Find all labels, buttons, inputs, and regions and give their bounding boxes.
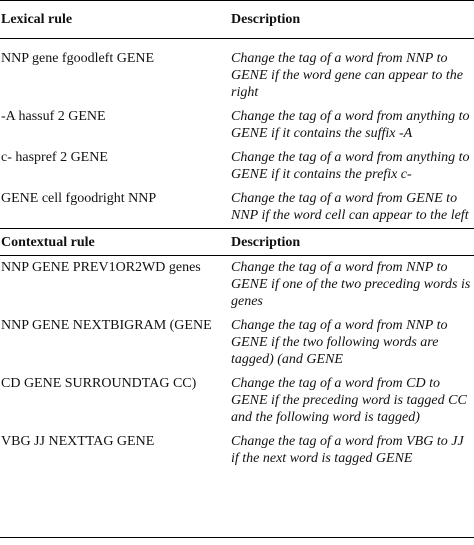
- table-row: [0, 372, 474, 430]
- table-row: [0, 187, 474, 229]
- rule-cell: CD GENE SURROUNDTAG CC): [1, 376, 197, 391]
- description-cell: Change the tag of a word from GENE to NNP if the word cell can appear to the left: [231, 191, 469, 223]
- contextual-description-column-header: Description: [229, 229, 474, 256]
- table-row: [0, 256, 474, 315]
- table-row: [0, 39, 474, 106]
- rule-cell: c- haspref 2 GENE: [1, 150, 108, 165]
- description-cell: Change the tag of a word from NNP to GENE if one of the two preceding words is genes: [231, 260, 471, 309]
- description-cell: Change the tag of a word from anything to GENE if it contains the suffix -A: [231, 109, 470, 141]
- rule-cell: -A hassuf 2 GENE: [1, 109, 106, 124]
- rule-cell: NNP gene fgoodleft GENE: [1, 51, 155, 66]
- rule-cell: VBG JJ NEXTTAG GENE: [1, 434, 155, 449]
- description-cell: Change the tag of a word from NNP to GENE if the word gene can appear to the right: [231, 51, 463, 100]
- contextual-rule-column-header: Contextual rule: [0, 229, 229, 256]
- table-header-row: [0, 1, 474, 39]
- rule-cell: NNP GENE PREV1OR2WD genes: [1, 260, 201, 275]
- description-cell: Change the tag of a word from anything to GENE if it contains the prefix c-: [231, 150, 470, 182]
- description-cell: Change the tag of a word from CD to GENE if the preceding word is tagged CC and the following word is tagged): [231, 376, 467, 425]
- contextual-header-row: [0, 229, 474, 256]
- lexical-rule-column-header: Lexical rule: [0, 1, 229, 39]
- contextual-rules-section: [0, 229, 474, 472]
- description-cell: Change the tag of a word from NNP to GENE if the two following words are tagged) (and GENE: [231, 318, 448, 367]
- rule-cell: NNP GENE NEXTBIGRAM (GENE: [1, 318, 212, 333]
- table-row: [0, 105, 474, 146]
- table-row: [0, 314, 474, 372]
- lexical-rules-section: [0, 39, 474, 229]
- description-cell: Change the tag of a word from VBG to JJ if the next word is tagged GENE: [231, 434, 464, 466]
- table-row: [0, 430, 474, 471]
- table-bottom-rule: [0, 537, 474, 538]
- table-row: [0, 146, 474, 187]
- rule-cell: GENE cell fgoodright NNP: [1, 191, 157, 206]
- description-column-header: Description: [229, 1, 474, 39]
